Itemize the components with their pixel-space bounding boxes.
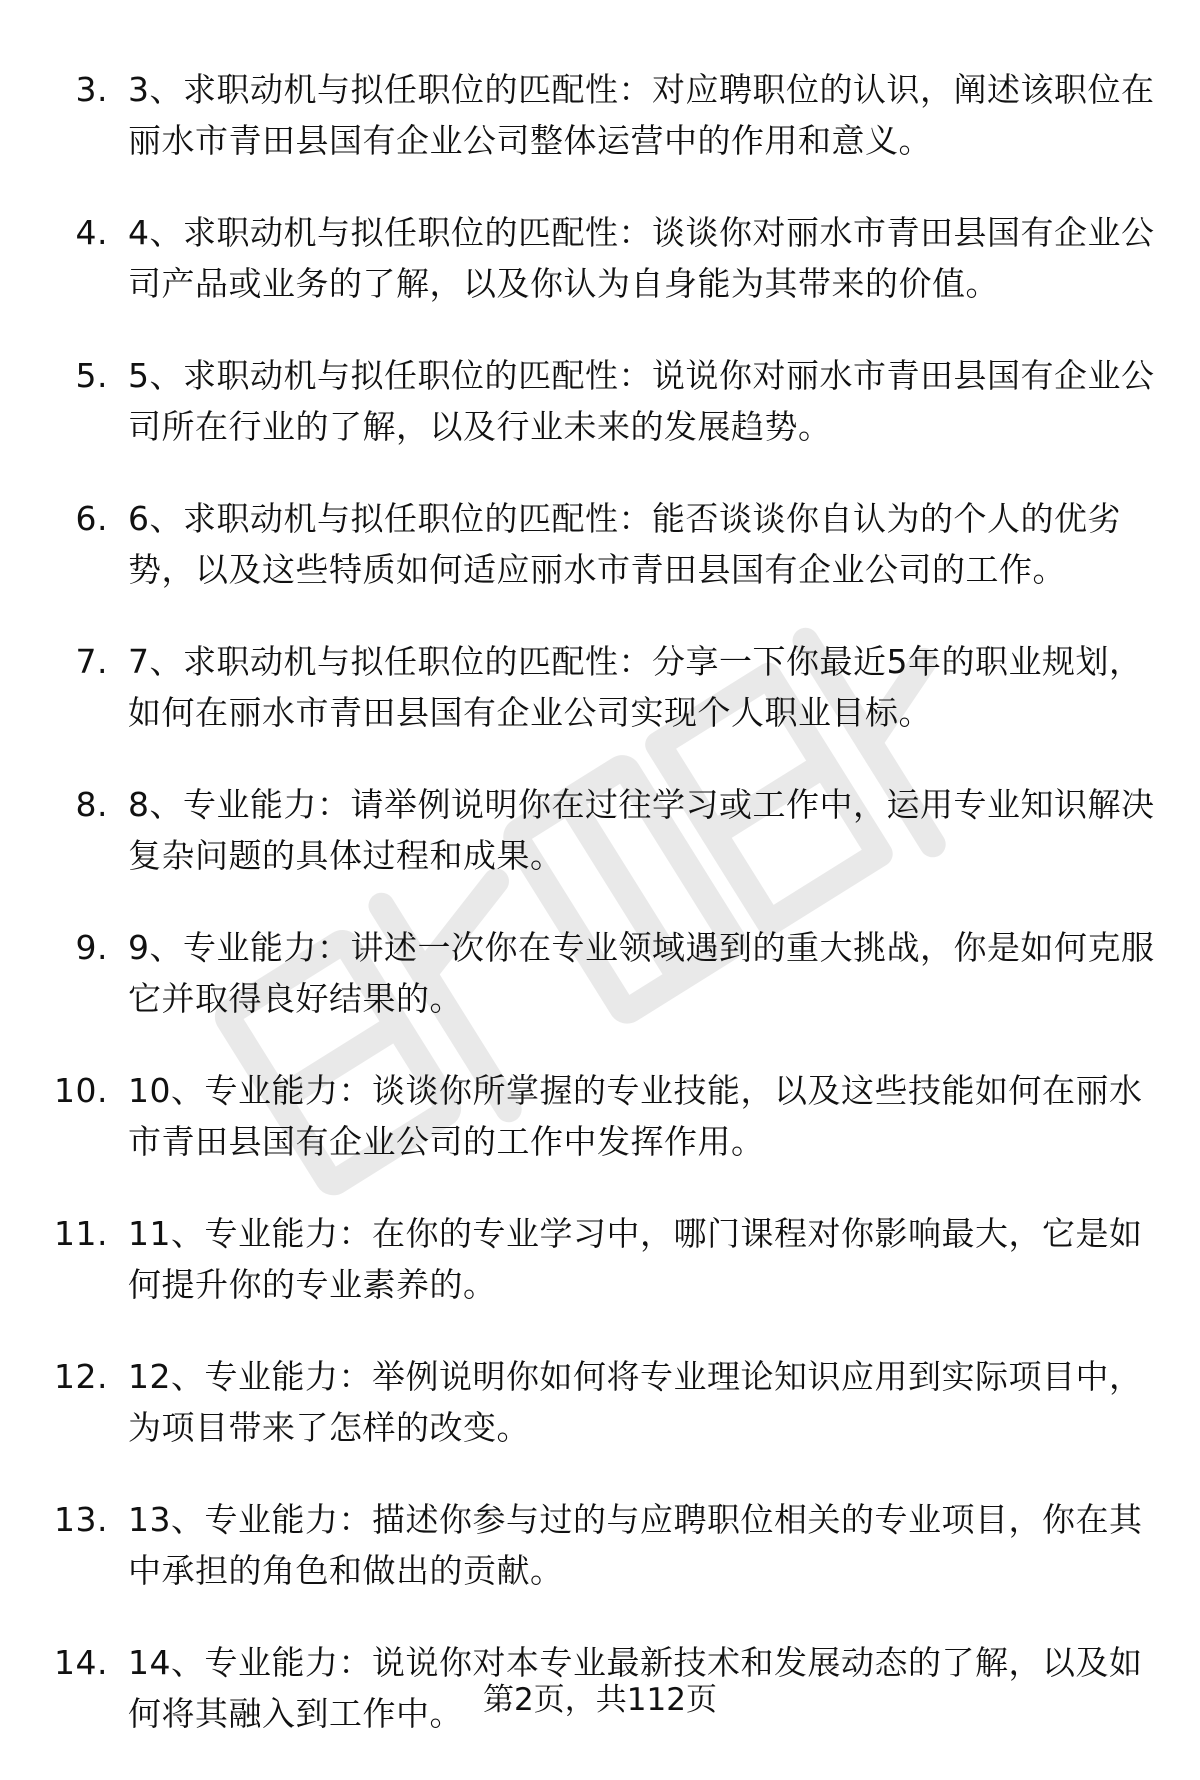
list-item	[0, 493, 1200, 595]
list-item-text: 12、专业能力：举例说明你如何将专业理论知识应用到实际项目中，为项目带来了怎样的改变。	[128, 1357, 1143, 1447]
list-item-number: 14.	[54, 1643, 108, 1682]
list-item-number: 4.	[75, 213, 108, 252]
list-item-text: 8、专业能力：请举例说明你在过往学习或工作中，运用专业知识解决复杂问题的具体过程和成果。	[128, 785, 1155, 875]
list-item-text: 13、专业能力：描述你参与过的与应聘职位相关的专业项目，你在其中承担的角色和做出的贡献。	[128, 1500, 1143, 1590]
list-item-number: 10.	[54, 1071, 108, 1110]
list-item-number: 8.	[75, 785, 108, 824]
list-item	[0, 1208, 1200, 1310]
list-item-number: 6.	[75, 499, 108, 538]
list-item	[0, 207, 1200, 309]
list-item-text: 7、求职动机与拟任职位的匹配性：分享一下你最近5年的职业规划，如何在丽水市青田县国有企业公司实现个人职业目标。	[128, 642, 1143, 732]
list-item-number: 7.	[75, 642, 108, 681]
list-item	[0, 350, 1200, 452]
list-item-text: 6、求职动机与拟任职位的匹配性：能否谈谈你自认为的个人的优劣势，以及这些特质如何适应丽水市青田县国有企业公司的工作。	[128, 499, 1121, 589]
list-item	[0, 636, 1200, 738]
list-item	[0, 779, 1200, 881]
list-item-number: 12.	[54, 1357, 108, 1396]
list-item-number: 13.	[54, 1500, 108, 1539]
list-item	[0, 1351, 1200, 1453]
list-item-number: 5.	[75, 356, 108, 395]
list-item-text: 14、专业能力：说说你对本专业最新技术和发展动态的了解，以及如何将其融入到工作中。	[128, 1643, 1143, 1733]
list-item	[0, 64, 1200, 166]
list-item-text: 11、专业能力：在你的专业学习中，哪门课程对你影响最大，它是如何提升你的专业素养的。	[128, 1214, 1143, 1304]
list-item-text: 5、求职动机与拟任职位的匹配性：说说你对丽水市青田县国有企业公司所在行业的了解，以及行业未来的发展趋势。	[128, 356, 1155, 446]
list-item-number: 9.	[75, 928, 108, 967]
list-item-text: 4、求职动机与拟任职位的匹配性：谈谈你对丽水市青田县国有企业公司产品或业务的了解，以及你认为自身能为其带来的价值。	[128, 213, 1155, 303]
list-item-text: 3、求职动机与拟任职位的匹配性：对应聘职位的认识，阐述该职位在丽水市青田县国有企业公司整体运营中的作用和意义。	[128, 70, 1155, 160]
list-item-number: 3.	[75, 70, 108, 109]
list-item	[0, 1065, 1200, 1167]
page-number-footer: 第2页，共112页	[483, 1682, 717, 1718]
list-item	[0, 922, 1200, 1024]
question-list	[0, 64, 1200, 1780]
list-item	[0, 1494, 1200, 1596]
list-item-text: 10、专业能力：谈谈你所掌握的专业技能，以及这些技能如何在丽水市青田县国有企业公司的工作中发挥作用。	[128, 1071, 1143, 1161]
list-item-number: 11.	[54, 1214, 108, 1253]
list-item-text: 9、专业能力：讲述一次你在专业领域遇到的重大挑战，你是如何克服它并取得良好结果的。	[128, 928, 1155, 1018]
